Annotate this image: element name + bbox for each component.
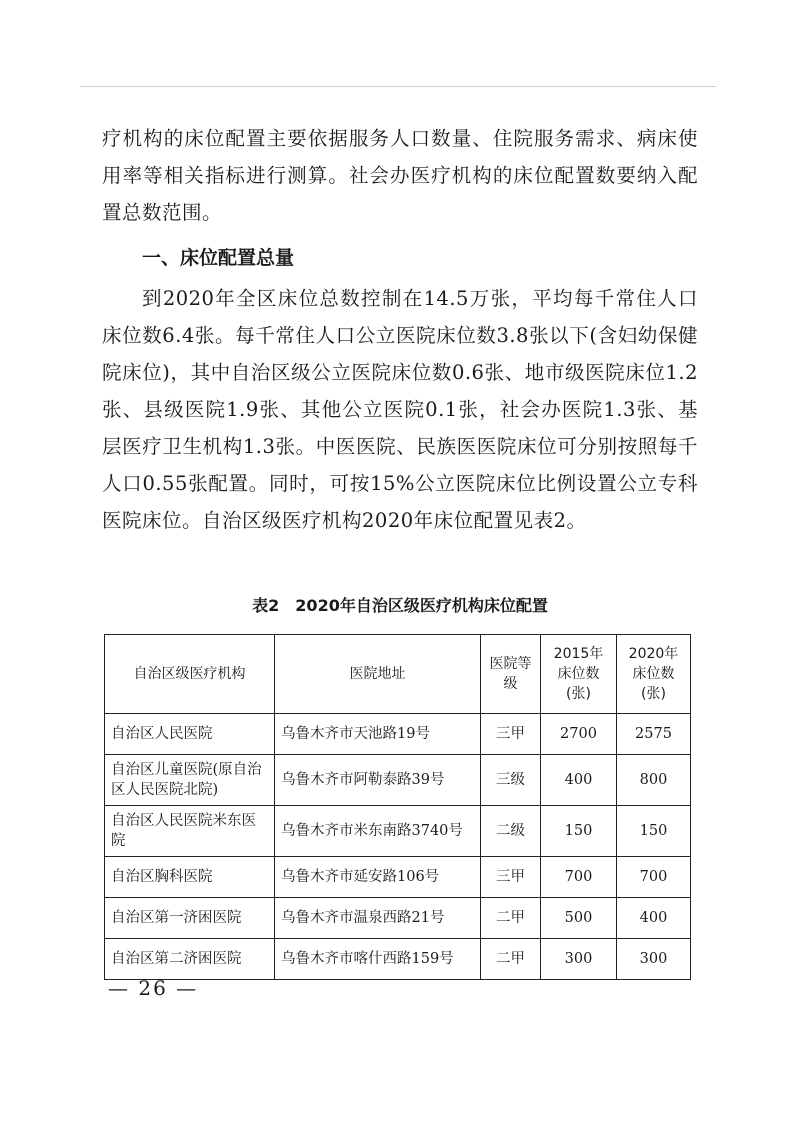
header-institution: 自治区级医疗机构 [105,635,275,714]
cell-beds-2015: 2700 [541,714,617,755]
cell-beds-2015: 700 [541,857,617,898]
cell-address: 乌鲁木齐市米东南路3740号 [275,806,481,857]
cell-address: 乌鲁木齐市阿勒泰路39号 [275,755,481,806]
table-caption-title: 2020年自治区级医疗机构床位配置 [295,596,548,615]
cell-grade: 三甲 [481,714,541,755]
cell-beds-2020: 300 [617,939,691,980]
page-number: — 26 — [108,976,199,1000]
table-caption-number: 表2 [252,596,280,615]
cell-beds-2015: 150 [541,806,617,857]
table-row [105,714,691,755]
header-beds-2015: 2015年床位数(张) [541,635,617,714]
cell-institution: 自治区胸科医院 [105,857,275,898]
bed-allocation-table [104,634,691,980]
header-beds-2020: 2020年床位数(张) [617,635,691,714]
header-grade: 医院等级 [481,635,541,714]
body-paragraph-2: 到2020年全区床位总数控制在14.5万张，平均每千常住人口床位数6.4张。每千常住人口公立医院床位数3.8张以下(含妇幼保健院床位)，其中自治区级公立医院床位数0.6张、地市级医院床位1.2张、县级医院1.9张、其他公立医院0.1张，社会办医院1.3张、基层医疗卫生机构1.3张。中医医院、民族医医院床位可分别按照每千人口0.55张配置。同时，可按15%公立医院床位比例设置公立专科医院床位。自治区级医疗机构2020年床位配置见表2。 [102,287,698,532]
cell-beds-2015: 400 [541,755,617,806]
table-row [105,898,691,939]
cell-institution: 自治区第一济困医院 [105,898,275,939]
cell-institution: 自治区儿童医院(原自治区人民医院北院) [105,755,275,806]
cell-grade: 三甲 [481,857,541,898]
cell-beds-2020: 2575 [617,714,691,755]
cell-grade: 二甲 [481,939,541,980]
header-rule [80,86,716,87]
cell-beds-2020: 700 [617,857,691,898]
cell-beds-2020: 800 [617,755,691,806]
cell-beds-2015: 500 [541,898,617,939]
table-row [105,857,691,898]
table-row [105,806,691,857]
cell-institution: 自治区人民医院米东医院 [105,806,275,857]
cell-address: 乌鲁木齐市喀什西路159号 [275,939,481,980]
cell-address: 乌鲁木齐市天池路19号 [275,714,481,755]
cell-institution: 自治区第二济困医院 [105,939,275,980]
body-paragraph-1: 疗机构的床位配置主要依据服务人口数量、住院服务需求、病床使用率等相关指标进行测算。社会办医疗机构的床位配置数要纳入配置总数范围。 [102,127,698,224]
cell-grade: 二级 [481,806,541,857]
cell-beds-2020: 400 [617,898,691,939]
cell-beds-2020: 150 [617,806,691,857]
table-caption [102,592,698,620]
table-row [105,755,691,806]
table-header-row [105,635,691,714]
header-address: 医院地址 [275,635,481,714]
cell-grade: 三级 [481,755,541,806]
cell-beds-2015: 300 [541,939,617,980]
cell-address: 乌鲁木齐市温泉西路21号 [275,898,481,939]
cell-address: 乌鲁木齐市延安路106号 [275,857,481,898]
section-heading: 一、床位配置总量 [142,247,295,269]
cell-institution: 自治区人民医院 [105,714,275,755]
cell-grade: 二甲 [481,898,541,939]
